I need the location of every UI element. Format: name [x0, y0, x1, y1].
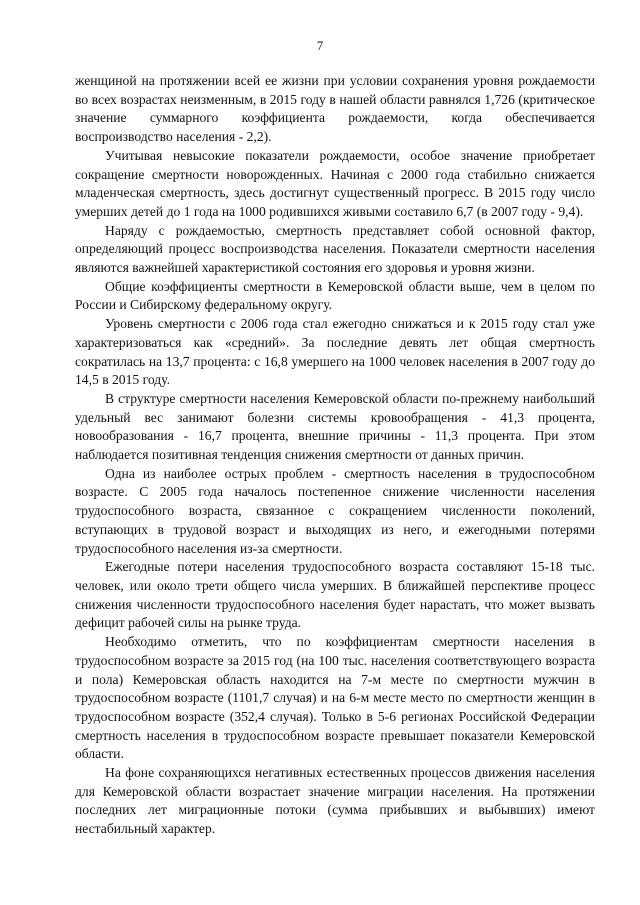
- body-text: [75, 72, 595, 839]
- paragraph-working-age-problem: Одна из наиболее острых проблем - смертность населения в трудоспособном возрасте. С 2005 года началось постепенное снижение численности населения трудоспособного возраста, связанное с сокращением численности поколений, вступающих в трудовой возраст и выходящих из него, и ежегодными потерями трудоспособного населения из-за смертности.: [75, 465, 595, 556]
- paragraph-annual-losses: Ежегодные потери населения трудоспособного возраста составляют 15-18 тыс. человек, или около трети общего числа умерших. В ближайшей перспективе процесс снижения численности трудоспособного населения будет нарастать, что может вызвать дефицит рабочей силы на рынке труда.: [75, 559, 595, 631]
- page-number: 7: [316, 38, 324, 53]
- paragraph-infant-mortality: Учитывая невысокие показатели рождаемости, особое значение приобретает сокращение смертности новорожденных. Начиная с 2000 года стабильно снижается младенческая смертность, здесь достигнут существенный прогресс. В 2015 году число умерших детей до 1 года на 1000 родившихся живыми составило 6,7 (в 2007 году - 9,4).: [75, 147, 595, 219]
- paragraph-mortality-trend: Уровень смертности с 2006 года стал ежегодно снижаться и к 2015 году стал уже характеризоваться как «средний». За последние девять лет общая смертность сократилась на 13,7 процента: с 16,8 умершего на 1000 человек населения в 2007 году до 14,5 в 2015 году.: [75, 316, 595, 388]
- paragraph-mortality-structure: В структуре смертности населения Кемеровской области по-прежнему наибольший удельный вес занимают болезни системы кровообращения - 41,3 процента, новообразования - 16,7 процента, внешние причины - 11,3 процента. При этом наблюдается позитивная тенденция снижения смертности от данных причин.: [75, 390, 595, 463]
- paragraph-mortality-comparison: Общие коэффициенты смертности в Кемеровской области выше, чем в целом по России и Сибирскому федеральному округу.: [75, 278, 595, 313]
- paragraph-continuation: женщиной на протяжении всей ее жизни при условии сохранения уровня рождаемости во всех возрастах неизменным, в 2015 году в нашей области равнялся 1,726 (критическое значение суммарного коэффициента рождаемости, когда обеспечивается воспроизводство населения - 2,2).: [75, 73, 595, 145]
- paragraph-migration: На фоне сохраняющихся негативных естественных процессов движения населения для Кемеровской области возрастает значение миграции населения. На протяжении последних лет миграционные потоки (сумма прибывших и выбывших) имеют нестабильный характер.: [75, 765, 595, 837]
- paragraph-mortality-factor: Наряду с рождаемостью, смертность представляет собой основной фактор, определяющий процесс воспроизводства населения. Показатели смертности населения являются важнейшей характеристикой состояния его здоровья и уровня жизни.: [75, 222, 595, 276]
- paragraph-working-age-coefficients: Необходимо отметить, что по коэффициентам смертности населения в трудоспособном возрасте за 2015 год (на 100 тыс. населения соответствующего возраста и пола) Кемеровская область находится на 7-м месте по смертности мужчин в трудоспособном возрасте (1101,7 случая) и на 6-м месте место по смертности женщин в трудоспособном возрасте (352,4 случая). Только в 5-6 регионах Российской Федерации смертность населения в трудоспособном возрасте превышает показатели Кемеровской области.: [75, 634, 595, 762]
